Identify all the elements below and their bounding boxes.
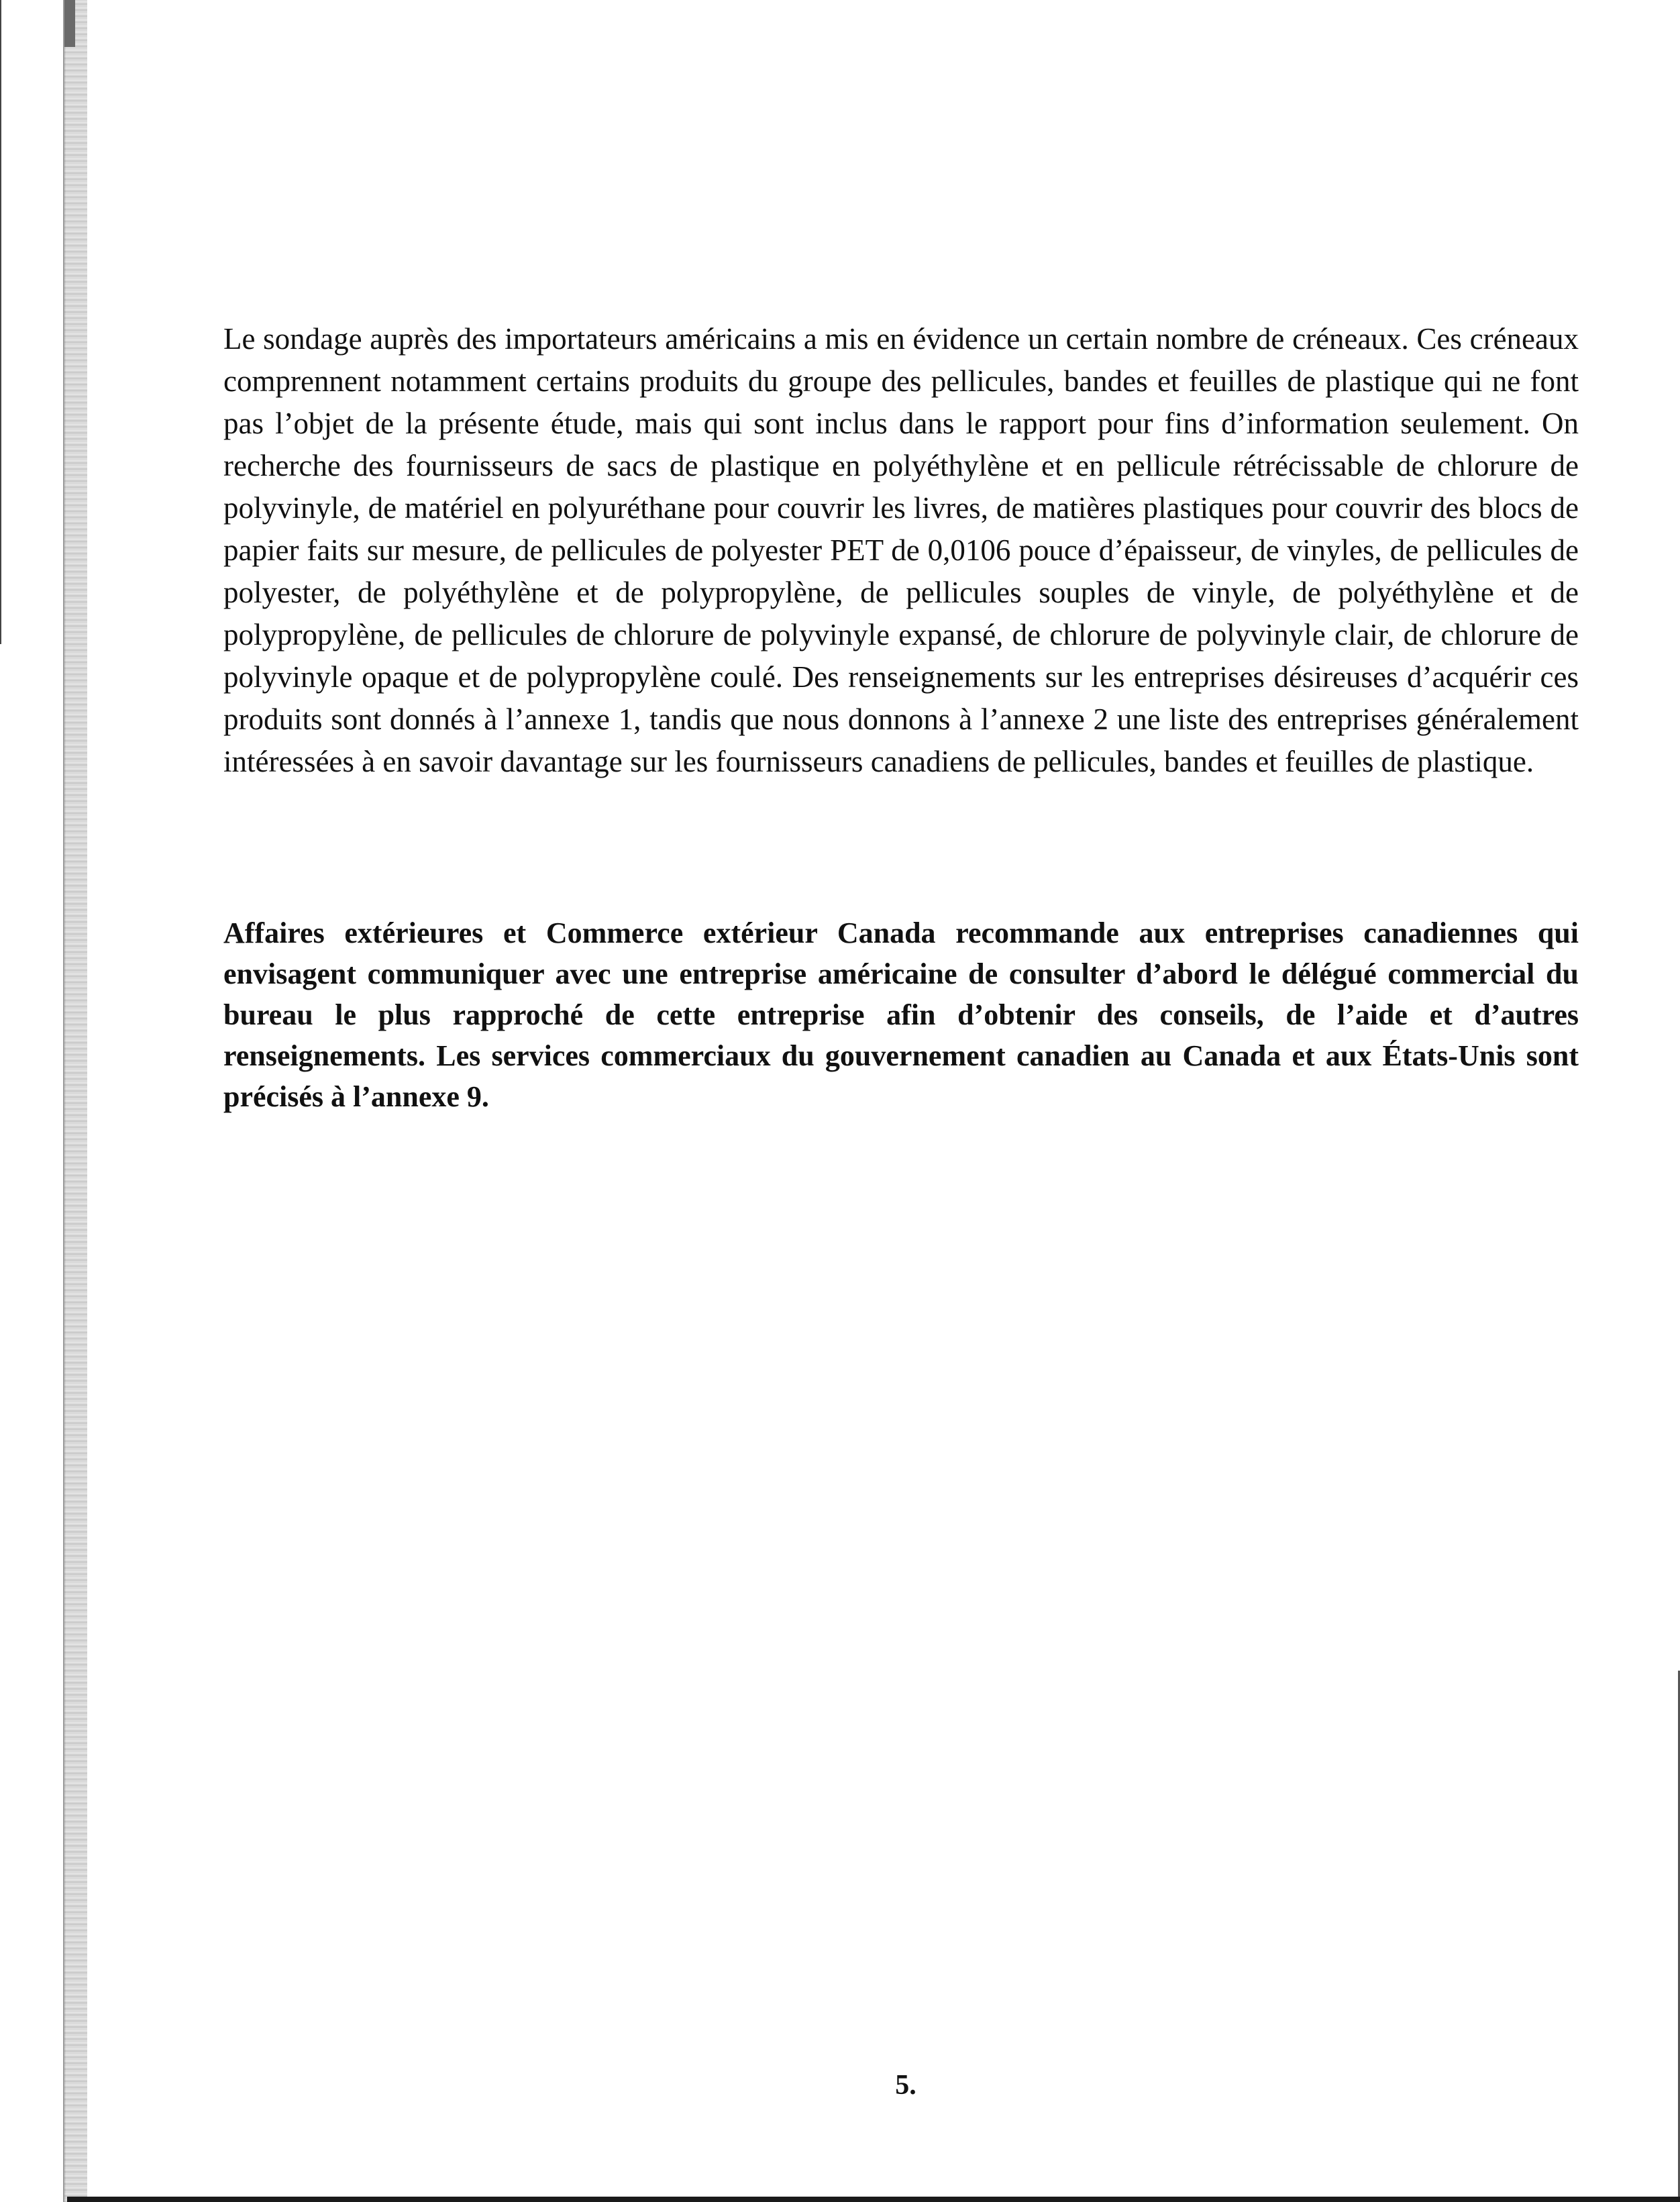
page-number: 5. — [895, 2070, 916, 2101]
body-paragraph-recommendation: Affaires extérieures et Commerce extérieur Canada recommande aux entreprises canadiennes qui envisagent communiquer avec une entreprise américaine de consulter d’abord le délégué commercial du bureau le plus rapproché de cette entreprise afin d’obtenir des conseils, de l’aide et d’autres renseignements. Les services commerciaux du gouvernement canadien au Canada et aux États-Unis sont précisés à l’annexe 9. — [223, 916, 1579, 1113]
left-edge-rule — [0, 0, 1, 644]
binding-strip — [64, 0, 87, 2202]
body-paragraph-niches: Le sondage auprès des importateurs américains a mis en évidence un certain nombre de créneaux. Ces créneaux comprennent notamment certains produits du groupe des pellicules, bandes et feuilles de plastique qui ne font pas l’objet de la présente étude, mais qui sont inclus dans le rapport pour fins d’information seulement. On recherche des fournisseurs de sacs de plastique en polyéthylène et en pellicule rétrécissable de chlorure de polyvinyle, de matériel en polyuréthane pour couvrir les livres, de matières plastiques pour couvrir des blocs de papier faits sur mesure, de pellicules de polyester PET de 0,0106 pouce d’épaisseur, de vinyles, de pellicules de polyester, de polyéthylène et de polypropylène, de pellicules souples de vinyle, de polyéthylène et de polypropylène, de pellicules de chlorure de polyvinyle expansé, de chlorure de polyvinyle clair, de chlorure de polyvinyle opaque et de polypropylène coulé. Des renseignements sur les entreprises désireuses d’acquérir ces produits sont donnés à l’annexe 1, tandis que nous donnons à l’annexe 2 une liste des entreprises généralement intéressées à en savoir davantage sur les fournisseurs canadiens de pellicules, bandes et feuilles de plastique. — [223, 322, 1579, 778]
binding-top-mark — [64, 0, 75, 47]
bottom-edge-rule — [67, 2197, 1680, 2202]
